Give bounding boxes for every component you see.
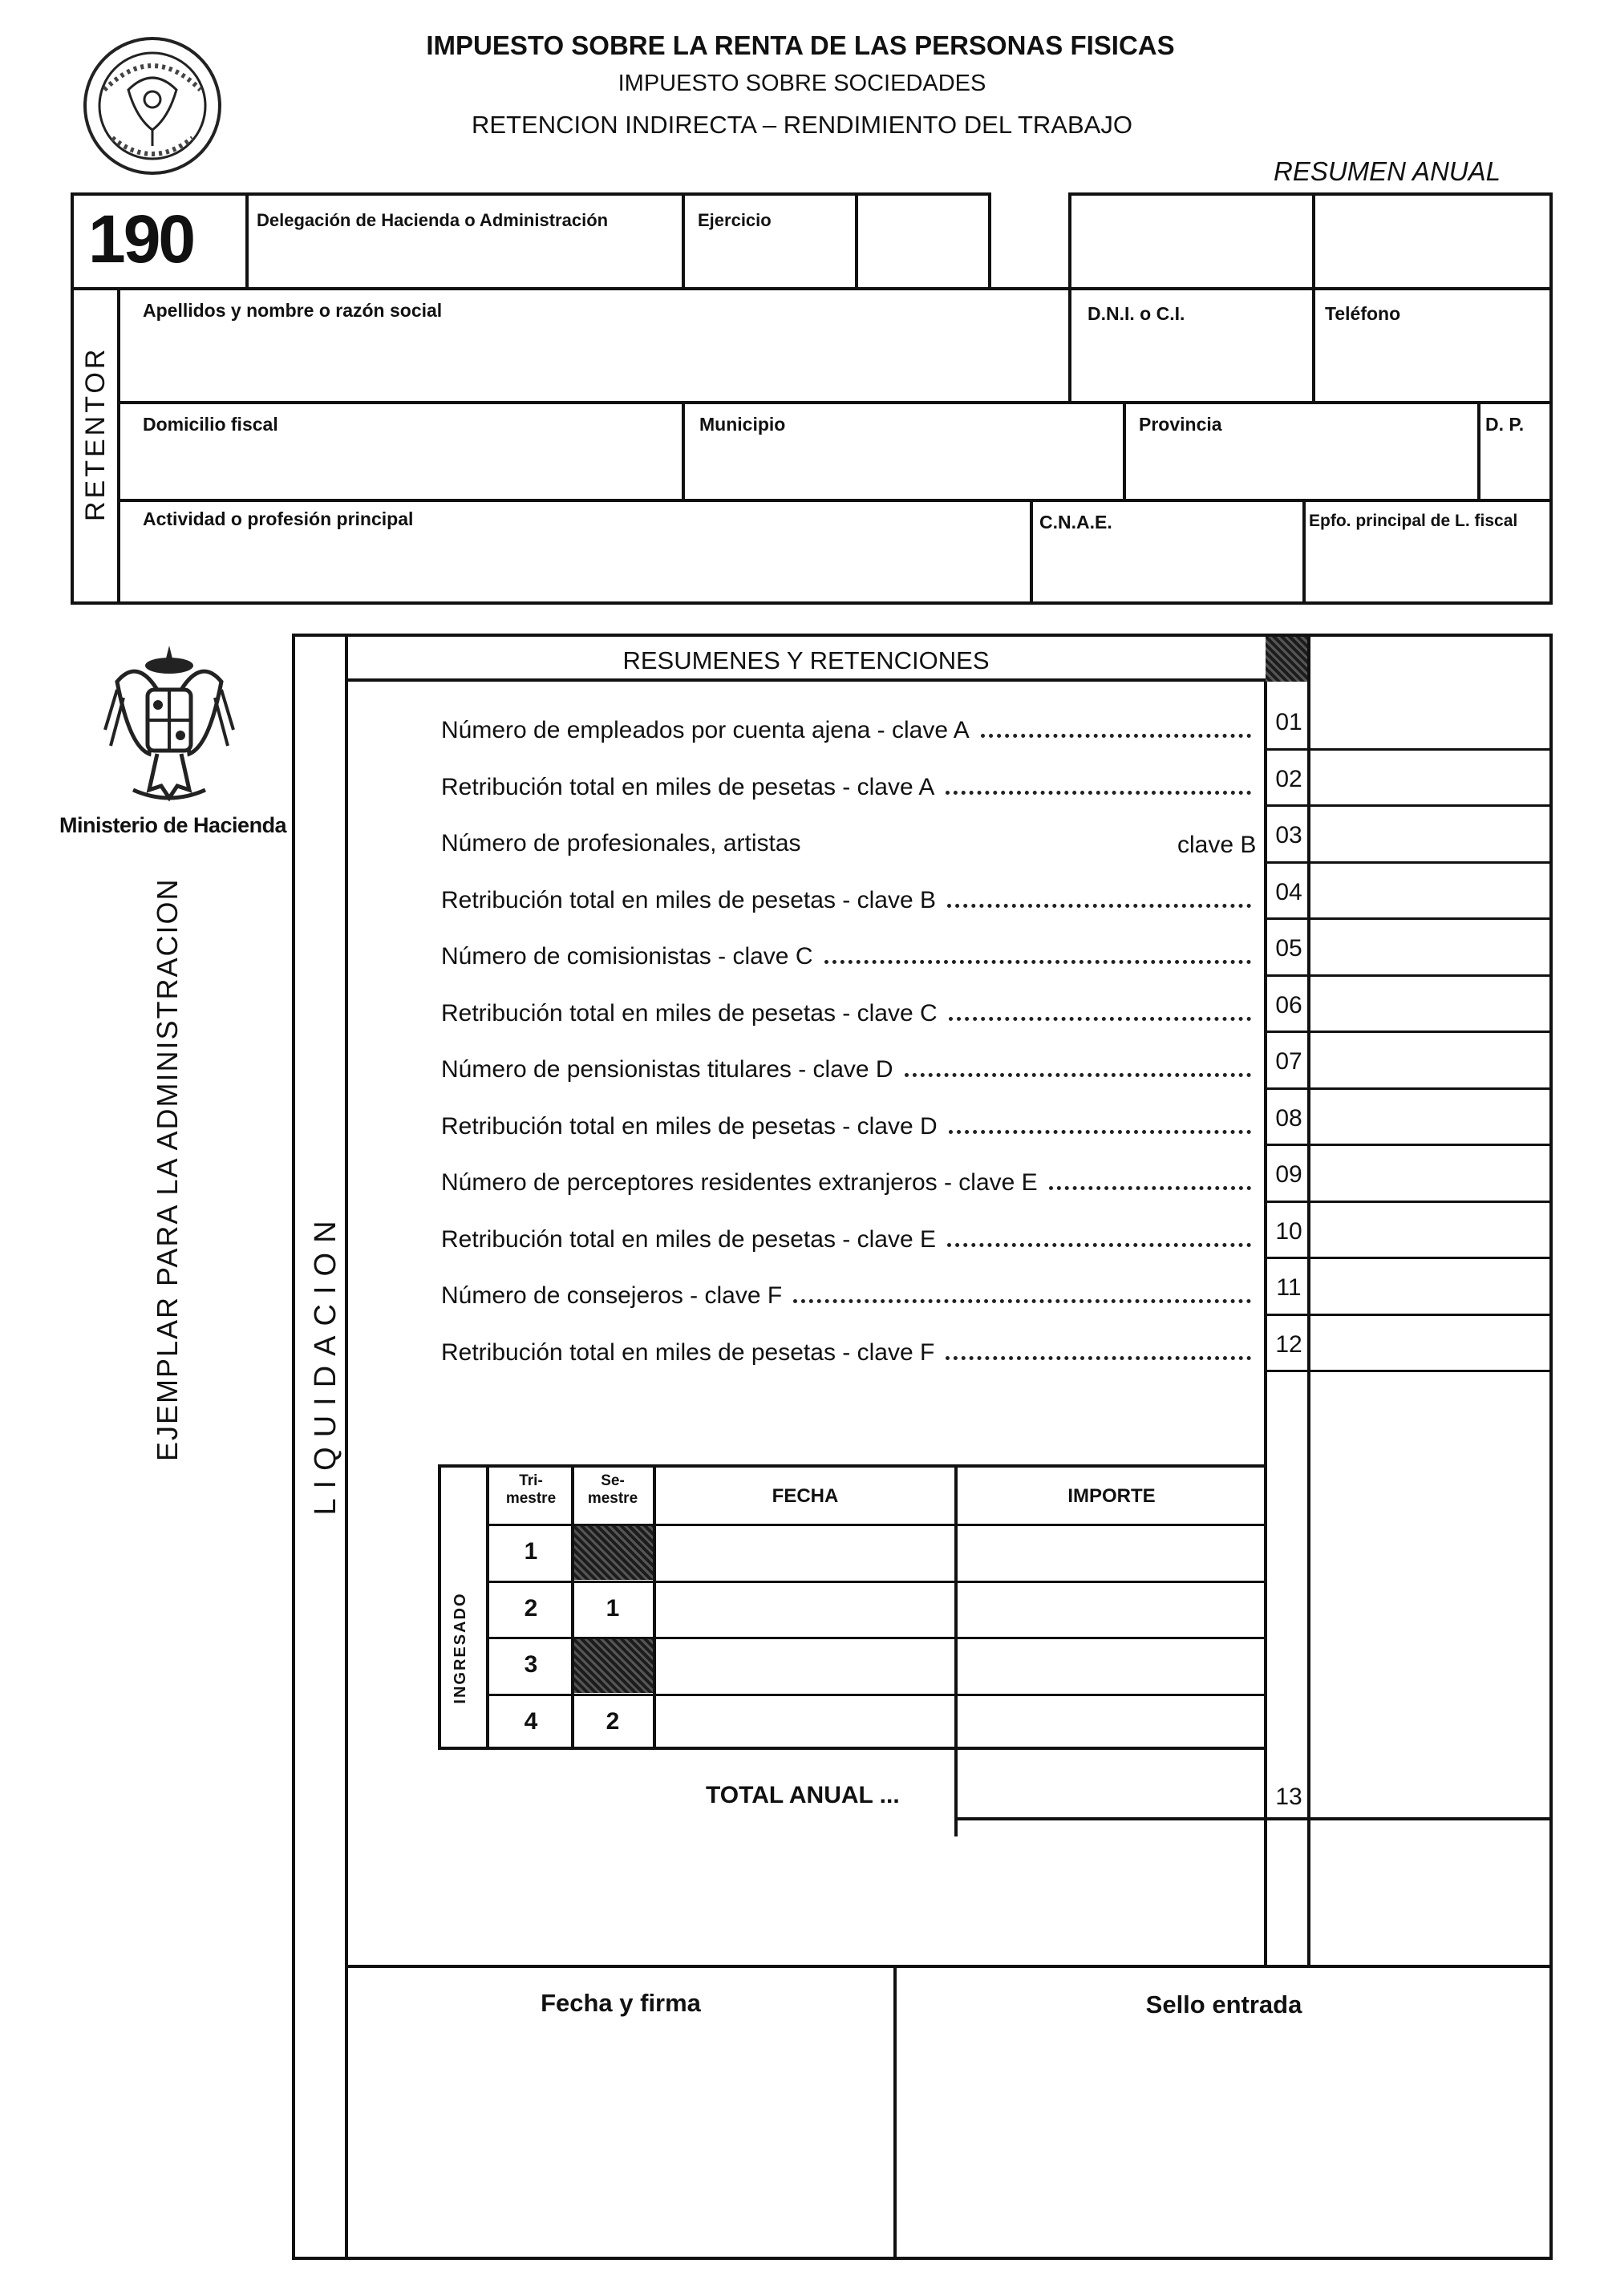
summary-row-label: Retribución total en miles de pesetas - clave A [441,773,935,800]
leader-dots [946,1356,1251,1360]
summary-row-label: Número de pensionistas titulares - clave D [441,1056,893,1083]
top-right-field-1[interactable] [1068,192,1315,290]
copy-label: EJEMPLAR PARA LA ADMINISTRACION [151,877,184,1461]
summary-value-field-04[interactable] [1312,868,1549,918]
domicilio-label: Domicilio fiscal [143,414,278,435]
apellidos-field[interactable] [120,324,1067,399]
telefono-field[interactable] [1317,329,1549,399]
leader-dots [1049,1186,1251,1190]
summary-row-06 [441,1000,1256,1027]
summary-row-07 [441,1056,1256,1083]
actividad-label: Actividad o profesión principal [143,508,414,529]
summary-code-03: 03 [1275,822,1302,848]
payment-importe-field[interactable] [958,1526,1266,1580]
summary-row-line [1264,1087,1553,1090]
telefono-label: Teléfono [1325,303,1401,324]
summary-value-field-09[interactable] [1312,1150,1549,1201]
dp-label: D. P. [1485,414,1525,435]
payments-side-label: INGRESADO [452,1592,469,1704]
fecha-firma-label: Fecha y firma [541,1989,701,2017]
section-title-dark-cell [1266,637,1310,682]
leader-dots [947,904,1251,908]
actividad-field[interactable] [120,532,1028,601]
section-title: RESUMENES Y RETENCIONES [622,646,990,674]
summary-row-01 [441,717,1256,744]
summary-row-label: Retribución total en miles de pesetas - clave F [441,1338,935,1366]
payment-trimestre: 1 [524,1538,538,1565]
total-importe-field[interactable] [958,1753,1264,1816]
total-box-bottom [954,1817,1553,1820]
retentor-row1-div1 [1068,287,1071,404]
provincia-label: Provincia [1139,414,1222,435]
payment-trimestre: 3 [524,1651,538,1678]
delegacion-label: Delegación de Hacienda o Administración [257,210,609,230]
leader-dots [824,960,1252,964]
provincia-field[interactable] [1128,438,1476,497]
summary-value-field-07[interactable] [1312,1037,1549,1087]
payment-trimestre: 4 [524,1707,538,1735]
dni-label: D.N.I. o C.I. [1088,303,1185,324]
summary-code-06: 06 [1275,991,1302,1018]
retentor-row2-div3 [1477,401,1480,502]
summary-row-label: Número de consejeros - clave F [441,1282,783,1309]
summary-row-11 [441,1282,1256,1310]
leader-dots [946,791,1251,795]
municipio-label: Municipio [699,414,786,435]
payment-fecha-field[interactable] [656,1639,953,1693]
fecha-firma-field[interactable] [348,2029,892,2257]
leader-dots [905,1073,1251,1077]
summary-row-03 [441,830,1256,857]
summary-row-05 [441,943,1256,970]
summary-code-02: 02 [1275,765,1302,792]
summary-code-04: 04 [1275,878,1302,905]
dp-field[interactable] [1482,438,1549,497]
summary-value-field-01[interactable] [1312,698,1549,748]
summary-row-line [1264,1257,1553,1259]
summary-row-08 [441,1113,1256,1140]
leader-dots [793,1299,1251,1303]
payment-fecha-field[interactable] [656,1526,953,1580]
summary-row-line [1264,1031,1553,1033]
sello-field[interactable] [897,2029,1551,2257]
summary-code-07: 07 [1275,1048,1302,1075]
payment-fecha-field[interactable] [656,1696,953,1750]
liquidacion-side-label: LIQUIDACION [309,1211,342,1516]
summary-row-02 [441,774,1256,801]
delegacion-field[interactable] [245,192,685,290]
total-label: TOTAL ANUAL ... [706,1782,900,1808]
row-03-suffix: clave B [1177,832,1257,858]
dni-field[interactable] [1073,329,1310,399]
payment-trimestre: 2 [524,1594,538,1622]
summary-row-12 [441,1339,1256,1367]
retentor-row3-div1 [1030,499,1033,605]
summary-code-09: 09 [1275,1161,1302,1188]
summary-row-label: Número de perceptores residentes extranjeros - clave E [441,1169,1038,1196]
leader-dots [947,1243,1251,1247]
summary-code-05: 05 [1275,935,1302,962]
retentor-row3-div2 [1302,499,1306,605]
summary-code-10: 10 [1275,1217,1302,1245]
col-semestre-header: Se- mestre [587,1472,638,1507]
domicilio-field[interactable] [120,438,680,497]
retentor-row1-div2 [1312,287,1315,404]
payment-semestre-shaded-cell [574,1639,653,1693]
summary-value-field-06[interactable] [1312,981,1549,1031]
summary-code-08: 08 [1275,1104,1302,1132]
municipio-field[interactable] [687,438,1121,497]
cnae-field[interactable] [1035,536,1301,601]
summary-value-field-10[interactable] [1312,1207,1549,1257]
summary-row-line [1264,1144,1553,1146]
sello-label: Sello entrada [1145,1990,1302,2019]
code-column-left [1264,682,1267,1965]
ejercicio-field[interactable] [682,192,858,290]
retentor-side-label: RETENTOR [80,346,111,521]
summary-row-line [1264,748,1553,751]
summary-code-11: 11 [1276,1274,1302,1301]
leader-dots [949,1130,1251,1134]
form-subtitle-sociedades: IMPUESTO SOBRE SOCIEDADES [618,71,986,96]
summary-row-09 [441,1169,1256,1197]
summary-value-field-11[interactable] [1312,1263,1549,1314]
ministry-name: Ministerio de Hacienda [59,813,287,837]
summary-row-line [1264,1314,1553,1316]
payment-importe-field[interactable] [958,1583,1266,1637]
epigrafe-label: Epfo. principal de L. fiscal [1309,512,1518,530]
summary-code-01: 01 [1275,709,1302,735]
section-title-underline [348,678,1307,682]
payment-semestre-shaded-cell [574,1526,653,1580]
summary-value-field-05[interactable] [1312,924,1549,974]
summary-row-line [1264,804,1553,807]
leader-dots [949,1017,1251,1021]
total-code: 13 [1275,1784,1302,1810]
retentor-row2-bottom [117,499,1553,502]
summary-row-line [1264,861,1553,864]
summary-value-field-03[interactable] [1312,811,1549,861]
payment-importe-field[interactable] [958,1639,1266,1693]
payment-semestre: 2 [606,1707,620,1735]
ejercicio-year-field[interactable] [855,192,991,290]
col-importe-header: IMPORTE [1067,1485,1156,1507]
retentor-row2-div1 [682,401,685,502]
resumen-anual-label: RESUMEN ANUAL [1274,156,1501,186]
summary-row-line [1264,917,1553,920]
model-number: 190 [88,201,194,277]
footer-top-line [345,1965,1553,1968]
summary-row-line [1264,1201,1553,1203]
summary-value-field-08[interactable] [1312,1094,1549,1144]
cnae-label: C.N.A.E. [1039,512,1112,532]
payment-semestre: 1 [606,1594,620,1622]
top-right-field-2[interactable] [1312,192,1553,290]
apellidos-label: Apellidos y nombre o razón social [143,300,443,321]
epigrafe-field[interactable] [1307,536,1549,601]
form-title: IMPUESTO SOBRE LA RENTA DE LAS PERSONAS FISICAS [426,30,1175,60]
summary-value-field-02[interactable] [1312,755,1549,805]
summary-value-field-12[interactable] [1312,1320,1549,1371]
payments-side-divider [486,1464,489,1750]
summary-row-label: Retribución total en miles de pesetas - clave B [441,886,936,913]
summary-code-12: 12 [1275,1330,1302,1358]
summary-row-line [1264,1370,1553,1372]
col-trimestre-header: Tri- mestre [505,1472,557,1507]
summary-row-label: Retribución total en miles de pesetas - clave E [441,1225,936,1253]
summary-row-line [1264,974,1553,977]
summary-row-04 [441,887,1256,914]
ejercicio-label: Ejercicio [698,210,772,230]
summary-row-label: Número de profesionales, artistas [441,830,801,856]
retentor-row2-div2 [1123,401,1126,502]
payment-importe-field[interactable] [958,1696,1266,1750]
summary-row-label: Número de comisionistas - clave C [441,943,813,970]
coat-of-arms-icon [101,634,237,810]
col-fecha-header: FECHA [772,1485,839,1507]
leader-dots [981,734,1251,738]
summary-row-label: Retribución total en miles de pesetas - clave D [441,1112,938,1140]
summary-row-label: Retribución total en miles de pesetas - clave C [441,999,938,1027]
total-value-field[interactable] [1312,1753,1549,1816]
retentor-row1-bottom [117,401,1553,404]
form-subtitle-retencion: RETENCION INDIRECTA – RENDIMIENTO DEL TRABAJO [472,111,1132,139]
payment-fecha-field[interactable] [656,1583,953,1637]
summary-row-label: Número de empleados por cuenta ajena - clave A [441,717,970,743]
summary-row-10 [441,1226,1256,1253]
